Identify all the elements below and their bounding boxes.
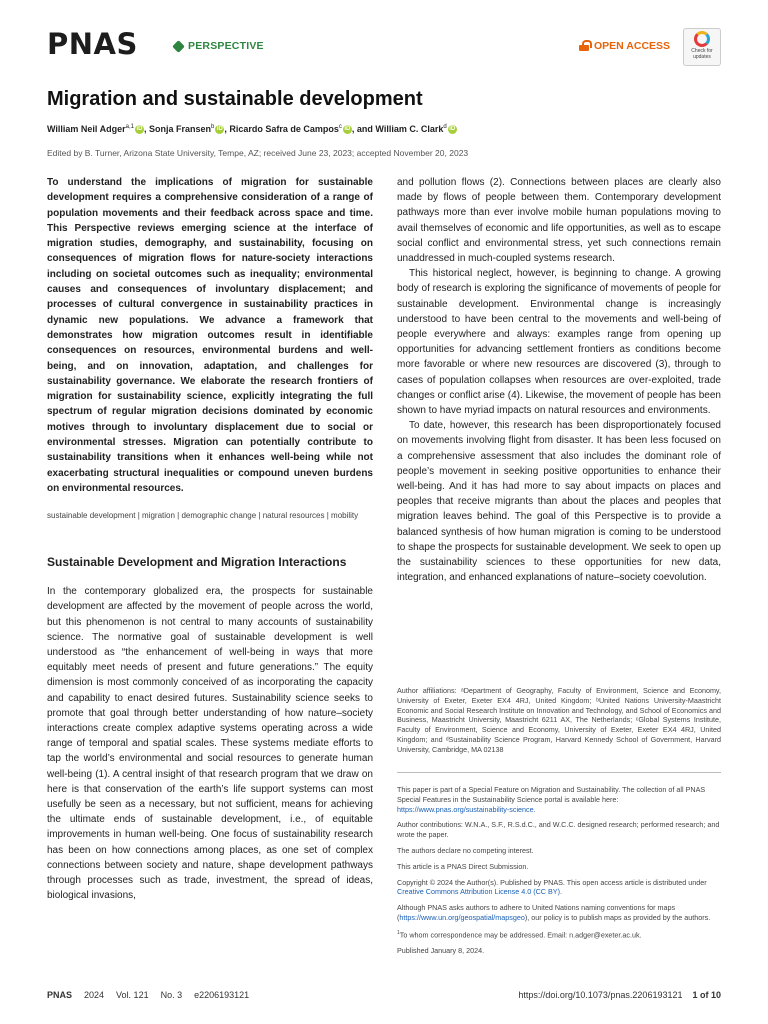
- check-for-updates-icon: [694, 31, 710, 47]
- competing-interest: The authors declare no competing interest.: [397, 845, 534, 855]
- check-for-updates-button[interactable]: [683, 28, 721, 66]
- section-heading: Sustainable Development and Migration Interactions: [47, 555, 347, 570]
- page-footer: [47, 990, 721, 1000]
- author-affiliations: Author affiliations: ᵃDepartment of Geography, Faculty of Environment, Science and Economy, University of Exeter, Exeter EX4 4RJ, United Kingdom; ᵇUnited Nations University-Maastricht Economic and Social Research Institute on Innovation and Technology, and School of Economics and Business, Maastricht University, Maastricht 6211 AX, The Netherlands; ᶜGlobal Systems Institute, Faculty of Environment, Science and Economy, University of Exeter, Exeter EX4 4RJ, United Kingdom; and ᵈSustainability Science Program, Harvard Kennedy School of Government, Harvard University, Cambridge, MA 02138: [397, 686, 721, 754]
- orcid-icon[interactable]: iD: [344, 126, 351, 133]
- correspondence-note: $^1$To whom correspondence may be addressed. Email: n.adger@exeter.ac.uk.: [397, 929, 642, 940]
- footer-year: 2024: [84, 990, 105, 1000]
- author-list: William Neil Adger$^{a,1}$ iD , Sonja Fransen$^b$ iD , Ricardo Safra de Campos$^c$ iD , and William C. Clark$^d$ iD: [47, 124, 456, 134]
- check-for-updates-label: Check for updates: [691, 48, 713, 60]
- footer-eid: e2206193121: [194, 990, 250, 1000]
- perspective-icon: [172, 40, 185, 53]
- footer-number: No. 3: [160, 990, 183, 1000]
- author-name[interactable]: Sonja Fransen: [148, 124, 211, 134]
- maps-note: Although PNAS asks authors to adhere to United Nations naming conventions for maps (https://www.un.org/geospatial/mapsgeo), our policy is to publish maps as provided by the authors.: [397, 903, 711, 922]
- body-paragraph: To date, however, this research has been disproportionately focused on movements involving flight from disaster. It has been less focused on a comprehensive assessment that also includes the dominant role of people’s movement in seeking positive opportunities to enhance their well-being. And it has had more to say about impacts on places and peoples that receive migrants than about the places and peoples that migration leaves behind. The goal of this Perspective is to provide a balanced synthesis of how human migration is coming to be understood to shape the prospects for sustainable development. We seek to open up the sustainability sciences to these opportunities for new data, integration, and enhanced explanations of nature–society coevolution.: [397, 420, 721, 584]
- maps-link[interactable]: https://www.un.org/geospatial/mapsgeo: [399, 912, 525, 922]
- open-access-badge[interactable]: [579, 40, 670, 52]
- author-affil-sup: a,1: [125, 124, 134, 130]
- keywords: sustainable development | migration | demographic change | natural resources | mobility: [47, 511, 359, 521]
- section-label: [174, 40, 264, 52]
- author-affil-sup: b: [210, 124, 215, 130]
- footer-volume: Vol. 121: [116, 990, 149, 1000]
- author-name[interactable]: William Neil Adger: [47, 124, 126, 134]
- body-paragraph: This historical neglect, however, is beginning to change. A growing body of research is exploring the significance of movements of people for sustainable development. Environmental change is increasingly understood to have been central to the movements and well-being of people everywhere and always: examples range from opening up opportunities for advancing settlement frontiers as conditions become more favorable or where new resources are discovered (3), through to cases of population collapses when resources are over-exploited, trade changes or conflict arise (4). Likewise, the movement of people has been shown to have myriad impacts on natural resources and environments.: [397, 268, 721, 417]
- article-notes: [397, 785, 721, 962]
- footer-journal: PNAS: [47, 990, 73, 1000]
- special-feature-link[interactable]: https://www.pnas.org/sustainability-science.: [397, 804, 536, 814]
- body-paragraph: In the contemporary globalized era, the prospects for sustainable development are affected by the movement of people across the world, but this phenomenon is not central to many accounts of sustainability science. The normative goal of sustainable development is well understood as “the enhancement of well-being in ways that more equitably meet needs of present and future generations.” The equity dimension is most commonly conceived of as incorporating the capacity and capability to enact desired futures. Sustainability science seeks to promote that goal through better understanding of how nature–society interactions create complex adaptive systems operating across a wide range of temporal and spatial scales. These systems mediate efforts to tap the world’s environmental and social resources to generate human well-being (1). A central insight of that research program that we draw on here is that conservation of the earth’s life support systems can most usefully be seen as a necessary, but not sufficient, means for achieving the ultimate ends of sustainable development, i.e., of equitable improvements in human well-being. One focus of sustainability research has been on how connections among places, as one set of complex connections between society and nature, shape development pathways through processes such as trade, investment, the spread of ideas, biological invasions,: [47, 586, 373, 902]
- author-contributions: Author contributions: W.N.A., S.F., R.S.d.C., and W.C.C. designed research; performed research; and wrote the paper.: [397, 820, 720, 840]
- license-link[interactable]: Creative Commons Attribution License 4.0 (CC BY).: [397, 887, 562, 897]
- footer-page: 1 of 10: [692, 990, 721, 1000]
- author-name[interactable]: William C. Clark: [375, 124, 444, 134]
- orcid-icon[interactable]: iD: [136, 126, 143, 133]
- right-column: [397, 175, 721, 585]
- open-access-label: OPEN ACCESS: [594, 40, 671, 52]
- editorial-history: Edited by B. Turner, Arizona State University, Tempe, AZ; received June 23, 2023; accepted November 20, 2023: [47, 148, 469, 158]
- special-feature-note: This paper is part of a Special Feature on Migration and Sustainability. The collection of all PNAS Special Features in the Sustainability Science portal is available here: https://www.pnas.org/sustainability-science.: [397, 785, 706, 814]
- author-affil-sup: d: [443, 124, 447, 130]
- divider: [397, 772, 721, 773]
- copyright-note: Copyright © 2024 the Author(s). Published by PNAS. This open access article is distributed under Creative Commons Attribution License 4.0 (CC BY).: [397, 877, 707, 897]
- body-paragraph: and pollution flows (2). Connections between places are clearly also made by flows of people between them. Contemporary development pathways more than ever involve mobile human populations moving to avail themselves of economic and life opportunities, as well as to escape social conflict and environmental stress, yet such connections remain unaddressed in much-coupled systems research.: [397, 177, 721, 265]
- abstract: To understand the implications of migration for sustainable development requires a comprehensive consideration of a range of population movements and their feedback across space and time. This Perspective reviews emerging science at the interface of migration studies, demography, and sustainability, focusing on consequences of migration flows for nature-society interactions including on societal outcomes such as inequality; environmental causes and consequences of involuntary displacement; and processes of cultural convergence in sustainability practices in dynamic new populations. We advance a framework that demonstrates how migration outcomes result in identifiable consequences on resources, environmental burdens and well-being, and on innovation, adaptation, and challenges for sustainability governance. We elaborate the research frontiers of migration for sustainability science, explicitly integrating the full spectrum of regular migration decisions dominated by economic motives through to involuntary displacement due to social or environmental stresses. Migration can potentially contribute to sustainability transitions when it enhances well-being while not exacerbating structural inequalities or compound uneven burdens on environmental resources.: [47, 177, 373, 494]
- footer-doi[interactable]: https://doi.org/10.1073/pnas.2206193121: [518, 990, 683, 1000]
- author-name[interactable]: Ricardo Safra de Campos: [229, 124, 339, 134]
- orcid-icon[interactable]: iD: [449, 126, 456, 133]
- published-date: Published January 8, 2024.: [397, 945, 485, 955]
- section-label-text: PERSPECTIVE: [188, 40, 264, 52]
- journal-logo[interactable]: PNAS: [47, 27, 138, 61]
- left-column: [47, 175, 373, 904]
- direct-submission: This article is a PNAS Direct Submission.: [397, 861, 529, 871]
- article-title: Migration and sustainable development: [47, 88, 423, 110]
- orcid-icon[interactable]: iD: [216, 126, 223, 133]
- author-affil-sup: c: [338, 124, 342, 130]
- open-access-lock-icon: [579, 41, 589, 51]
